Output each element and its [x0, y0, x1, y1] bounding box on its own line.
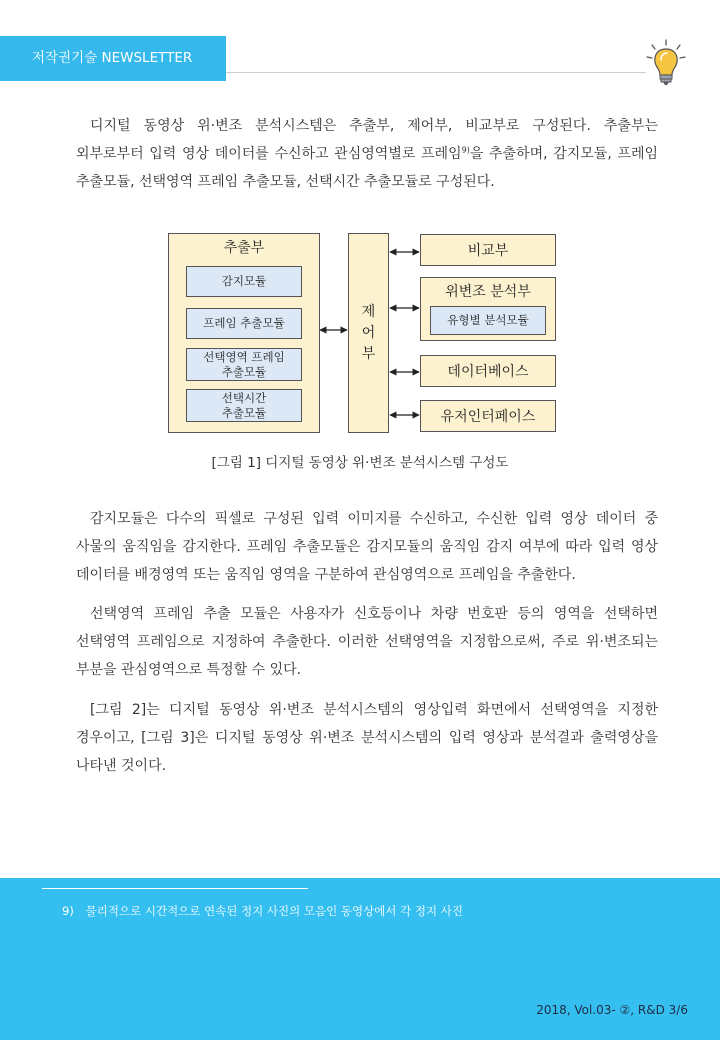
page-info: 2018, Vol.03- ②, R&D 3/6 [536, 1003, 688, 1017]
compare-unit-box: 비교부 [420, 234, 556, 266]
newsletter-title: 저작권기술 NEWSLETTER [0, 36, 226, 81]
extraction-unit-title: 추출부 [223, 240, 265, 256]
paragraph-system-overview: 디지털 동영상 위·변조 분석시스템은 추출부, 제어부, 비교부로 구성된다. 추출부는 외부로부터 입력 영상 데이터를 수신하고 관심영역별로 프레임$^{9)}$을 추출하며, 감지모듈, 프레임 추출모듈, 선택영역 프레임 추출모듈, 선택시간 추출모듈로 구성된다. [76, 118, 659, 190]
region-frame-module-line1: 선택영역 프레임 [203, 349, 285, 364]
system-diagram [167, 232, 559, 436]
control-unit-box [348, 233, 389, 433]
region-frame-module-line2: 추출모듈 [221, 364, 267, 379]
footnote-reference: 9) [461, 145, 470, 155]
time-extract-module-line2: 추출모듈 [221, 405, 267, 420]
region-frame-module [186, 348, 302, 381]
type-analysis-module: 유형별 분석모듈 [430, 306, 546, 335]
control-unit-char-3: 부 [361, 345, 376, 362]
time-extract-module [186, 389, 302, 422]
figure-caption: [그림 1] 디지털 동영상 위·변조 분석시스템 구성도 [211, 455, 509, 471]
frame-extract-module: 프레임 추출모듈 [186, 308, 302, 339]
control-unit-char-1: 제 [361, 303, 376, 320]
header-divider [226, 72, 646, 73]
control-unit-char-2: 어 [361, 324, 376, 341]
detect-module: 감지모듈 [186, 266, 302, 297]
footnote [62, 903, 463, 919]
footnote-divider [42, 888, 308, 889]
paragraph-region-module: 선택영역 프레임 추출 모듈은 사용자가 신호등이나 차량 번호판 등의 영역을 선택하면 선택영역 프레임으로 지정하여 추출한다. 이러한 선택영역을 지정함으로써, 주로 위·변조되는 부분을 관심영역으로 특정할 수 있다. [76, 606, 658, 678]
lightbulb-icon [644, 38, 688, 88]
footnote-text: 물리적으로 시간적으로 연속된 정지 사진의 모음인 동영상에서 각 정지 사진 [85, 904, 463, 918]
time-extract-module-line1: 선택시간 [221, 390, 267, 405]
extraction-unit-box [168, 233, 320, 433]
database-box: 데이터베이스 [420, 355, 556, 387]
paragraph-figures: [그림 2]는 디지털 동영상 위·변조 분석시스템의 영상입력 화면에서 선택영역을 지정한 경우이고, [그림 3]은 디지털 동영상 위·변조 분석시스템의 입력 영상과 분석결과 출력영상을 나타낸 것이다. [76, 702, 658, 774]
forgery-analysis-title: 위변조 분석부 [445, 284, 531, 300]
user-interface-box: 유저인터페이스 [420, 400, 556, 432]
forgery-analysis-box [420, 277, 556, 341]
paragraph-detect-module: 감지모듈은 다수의 픽셀로 구성된 입력 이미지를 수신하고, 수신한 입력 영상 데이터 중 사물의 움직임을 감지한다. 프레임 추출모듈은 감지모듈의 움직임 감지 여부에 따라 입력 영상 데이터를 배경영역 또는 움직임 영역을 구분하여 관심영역으로 프레임을 추출한다. [76, 511, 658, 583]
footnote-number: 9) [62, 904, 74, 918]
